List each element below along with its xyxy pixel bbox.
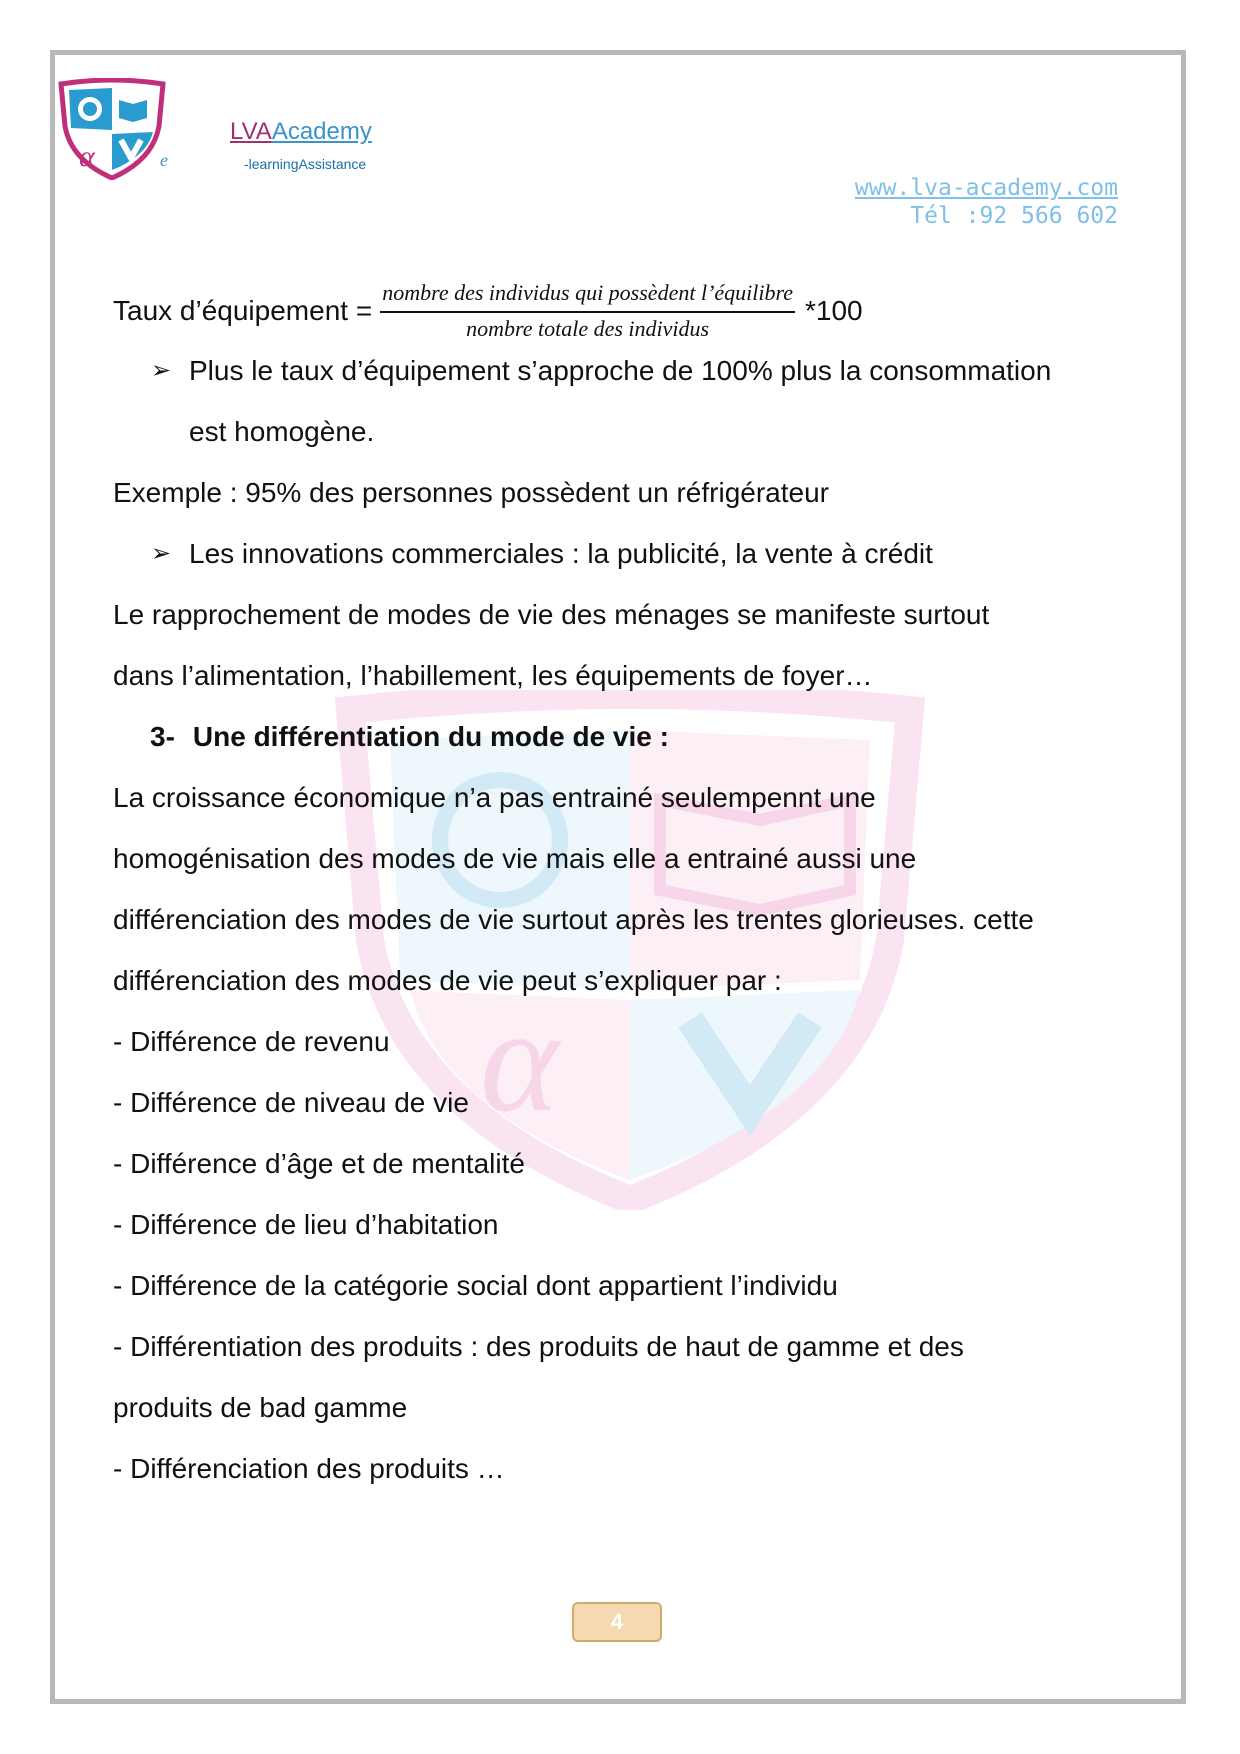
lva-shield-logo-icon	[57, 78, 167, 180]
section-heading	[113, 706, 1123, 767]
formula-numerator: nombre des individus qui possèdent l’équilibre	[380, 279, 795, 313]
bullet-item	[113, 340, 1123, 401]
paragraph-line: homogénisation des modes de vie mais elle a entrainé aussi une	[113, 843, 917, 874]
formula-denominator: nombre totale des individus	[466, 316, 710, 341]
svg-text:α: α	[480, 977, 559, 1143]
list-item: - Différence de lieu d’habitation	[113, 1209, 499, 1240]
brand-academy: Academy	[271, 118, 372, 145]
paragraph-line: La croissance économique n’a pas entrainé seulempennt une	[113, 782, 876, 813]
list-item: - Différence d’âge et de mentalité	[113, 1148, 525, 1179]
paragraph-line: Le rapprochement de modes de vie des ménages se manifeste surtout	[113, 599, 990, 630]
page-number-badge: 4	[572, 1602, 662, 1642]
list-item-continuation: produits de bad gamme	[113, 1392, 408, 1423]
bullet-item	[113, 523, 1123, 584]
contact-block	[855, 174, 1118, 230]
brand-e-letter: e	[160, 150, 168, 170]
formula-fraction	[380, 279, 795, 343]
arrowhead-bullet-icon: ➢	[151, 540, 172, 567]
section-number: 3-	[150, 721, 175, 752]
svg-text:α: α	[79, 140, 95, 173]
bullet-continuation: est homogène.	[189, 416, 375, 447]
list-item: - Différenciation des produits …	[113, 1453, 505, 1484]
document-body	[113, 282, 1123, 1499]
bullet-text: Les innovations commerciales : la publicité, la vente à crédit	[189, 538, 933, 569]
website-link[interactable]: www.lva-academy.com	[854, 175, 1118, 201]
formula-suffix: *100	[805, 295, 863, 326]
brand-subtitle: -learningAssistance	[244, 156, 367, 172]
list-item: - Différentiation des produits : des produits de haut de gamme et des	[113, 1331, 964, 1362]
brand-lva: LVA	[230, 118, 272, 145]
brand-name	[230, 120, 372, 144]
bullet-text: Plus le taux d’équipement s’approche de 100% plus la consommation	[189, 355, 1052, 386]
paragraph-line: différenciation des modes de vie peut s’expliquer par :	[113, 965, 782, 996]
list-item: - Différence de revenu	[113, 1026, 390, 1057]
example-line: Exemple : 95% des personnes possèdent un réfrigérateur	[113, 477, 829, 508]
arrowhead-bullet-icon: ➢	[151, 357, 172, 384]
list-item: - Différence de niveau de vie	[113, 1087, 469, 1118]
paragraph-line: dans l’alimentation, l’habillement, les équipements de foyer…	[113, 660, 873, 691]
phone-number: Tél :92 566 602	[910, 203, 1118, 229]
formula-label: Taux d’équipement =	[113, 295, 373, 326]
list-item: - Différence de la catégorie social dont appartient l’individu	[113, 1270, 838, 1301]
section-title: Une différentiation du mode de vie :	[192, 721, 669, 752]
equipment-rate-formula	[113, 282, 1123, 340]
paragraph-line: différenciation des modes de vie surtout après les trentes glorieuses. cette	[113, 904, 1034, 935]
